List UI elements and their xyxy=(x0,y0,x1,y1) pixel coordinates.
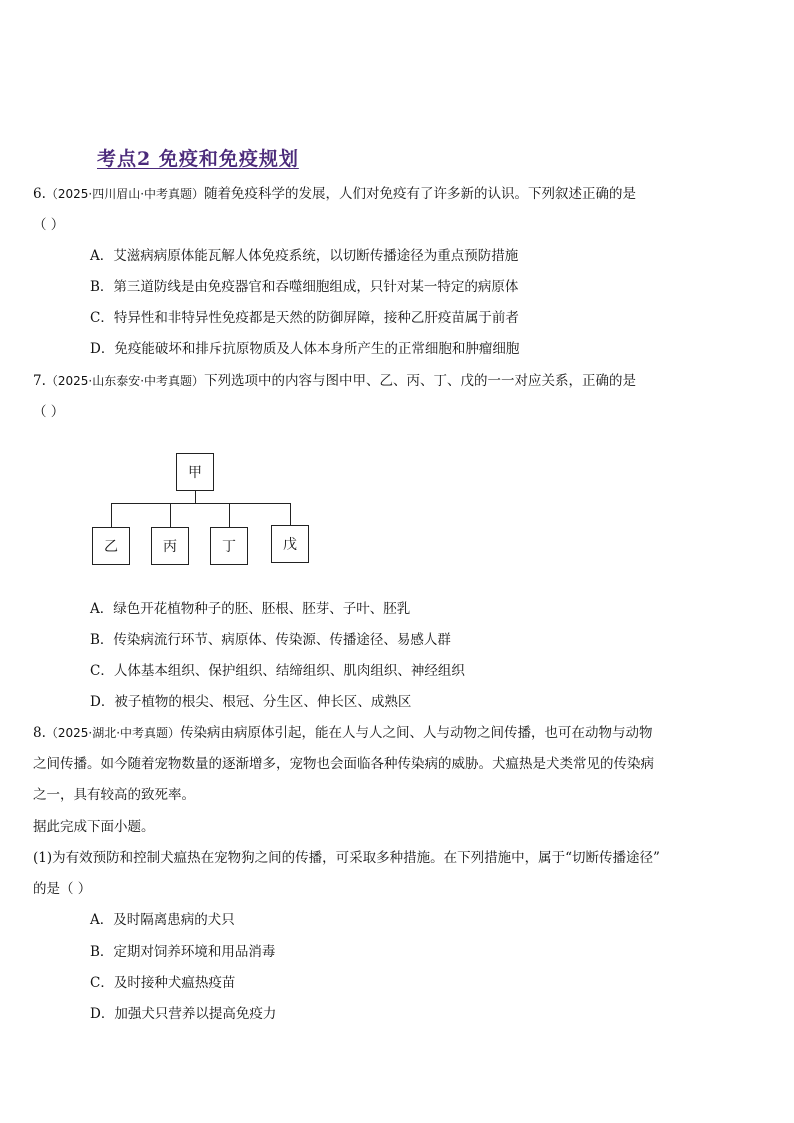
question-text-line: 之一，具有较高的致死率。 xyxy=(33,787,195,803)
connector xyxy=(170,503,171,527)
node-child-1: 乙 xyxy=(92,527,130,565)
option-d: D．免疫能破坏和排斥抗原物质及人体本身所产生的正常细胞和肿瘤细胞 xyxy=(90,341,520,357)
subquestion-1-stem: (1)为有效预防和控制犬瘟热在宠物狗之间的传播，可采取多种措施。在下列措施中，属于“切断传播途径” xyxy=(33,850,660,866)
answer-blank: （ ） xyxy=(33,217,65,233)
question-source: （2025·四川眉山·中考真题） xyxy=(45,187,205,201)
connector xyxy=(195,489,196,503)
connector xyxy=(290,503,291,525)
section-heading: 考点2 免疫和免疫规划 xyxy=(97,148,299,170)
answer-blank: （ ） xyxy=(33,404,65,420)
question-text: 传染病由病原体引起，能在人与人之间、人与动物之间传播，也可在动物与动物 xyxy=(180,725,653,741)
question-7-stem xyxy=(33,372,636,390)
question-source: （2025·山东泰安·中考真题） xyxy=(45,374,205,388)
question-number: 6. xyxy=(33,186,46,202)
question-6-stem xyxy=(33,185,636,203)
node-root: 甲 xyxy=(176,453,214,491)
question-number: 8. xyxy=(33,725,46,741)
instruction-text: 据此完成下面小题。 xyxy=(33,819,155,835)
subquestion-1-stem-cont: 的是（ ） xyxy=(33,881,92,897)
question-source: （2025·湖北·中考真题） xyxy=(45,726,181,740)
question-text-line: 之间传播。如今随着宠物数量的逐渐增多，宠物也会面临各种传染病的威胁。犬瘟热是犬类常见的传染病 xyxy=(33,756,654,772)
node-child-3: 丁 xyxy=(210,527,248,565)
option-b: B．第三道防线是由免疫器官和吞噬细胞组成，只针对某一特定的病原体 xyxy=(90,279,519,295)
option-d: D．被子植物的根尖、根冠、分生区、伸长区、成熟区 xyxy=(90,694,412,710)
option-c: C．人体基本组织、保护组织、结缔组织、肌肉组织、神经组织 xyxy=(90,663,465,679)
option-a: A．艾滋病病原体能瓦解人体免疫系统，以切断传播途径为重点预防措施 xyxy=(90,248,519,264)
question-text: 下列选项中的内容与图中甲、乙、丙、丁、戊的一一对应关系，正确的是 xyxy=(204,373,637,389)
option-b: B．定期对饲养环境和用品消毒 xyxy=(90,944,276,960)
node-child-4: 戊 xyxy=(271,525,309,563)
question-8-stem xyxy=(33,724,653,742)
option-a: A．绿色开花植物种子的胚、胚根、胚芽、子叶、胚乳 xyxy=(90,601,411,617)
question-number: 7. xyxy=(33,373,46,389)
option-a: A．及时隔离患病的犬只 xyxy=(90,912,235,928)
option-d: D．加强犬只营养以提高免疫力 xyxy=(90,1006,277,1022)
connector xyxy=(229,503,230,527)
option-c: C．特异性和非特异性免疫都是天然的防御屏障，接种乙肝疫苗属于前者 xyxy=(90,310,519,326)
option-b: B．传染病流行环节、病原体、传染源、传播途径、易感人群 xyxy=(90,632,451,648)
option-c: C．及时接种犬瘟热疫苗 xyxy=(90,975,236,991)
node-child-2: 丙 xyxy=(151,527,189,565)
connector xyxy=(111,503,290,504)
connector xyxy=(111,503,112,527)
question-text: 随着免疫科学的发展，人们对免疫有了许多新的认识。下列叙述正确的是 xyxy=(204,186,637,202)
